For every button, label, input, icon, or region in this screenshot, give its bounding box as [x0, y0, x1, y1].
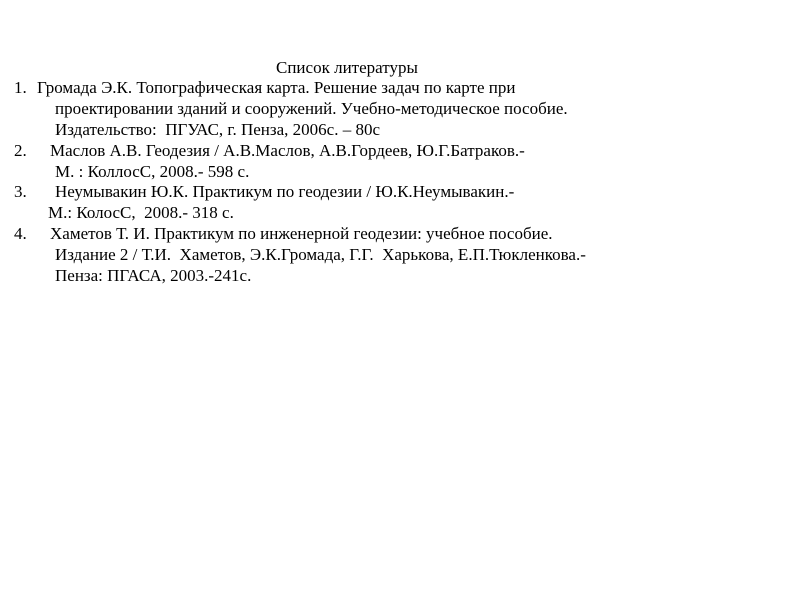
reference-line: М. : КоллосС, 2008.- 598 с.: [55, 162, 250, 181]
reference-number: 1.: [14, 78, 27, 97]
reference-line: Издательство: ПГУАС, г. Пенза, 2006с. – 80с: [55, 120, 381, 139]
reference-line: Хаметов Т. И. Практикум по инженерной геодезии: учебное пособие.: [50, 224, 553, 243]
reference-line: Неумывакин Ю.К. Практикум по геодезии / Ю.К.Неумывакин.-: [55, 182, 515, 201]
reference-line: Громада Э.К. Топографическая карта. Решение задач по карте при: [37, 78, 516, 97]
reference-line: Маслов А.В. Геодезия / А.В.Маслов, А.В.Гордеев, Ю.Г.Батраков.-: [50, 141, 525, 160]
page-title: Список литературы: [276, 58, 418, 77]
reference-line: М.: КолосС, 2008.- 318 с.: [48, 203, 234, 222]
reference-line: проектировании зданий и сооружений. Учебно-методическое пособие.: [55, 99, 568, 118]
reference-number: 2.: [14, 141, 27, 160]
reference-line: Пенза: ПГАСА, 2003.-241с.: [55, 266, 252, 285]
reference-number: 4.: [14, 224, 27, 243]
reference-line: Издание 2 / Т.И. Хаметов, Э.К.Громада, Г.Г. Харькова, Е.П.Тюкленкова.-: [55, 245, 586, 264]
reference-number: 3.: [14, 182, 27, 201]
